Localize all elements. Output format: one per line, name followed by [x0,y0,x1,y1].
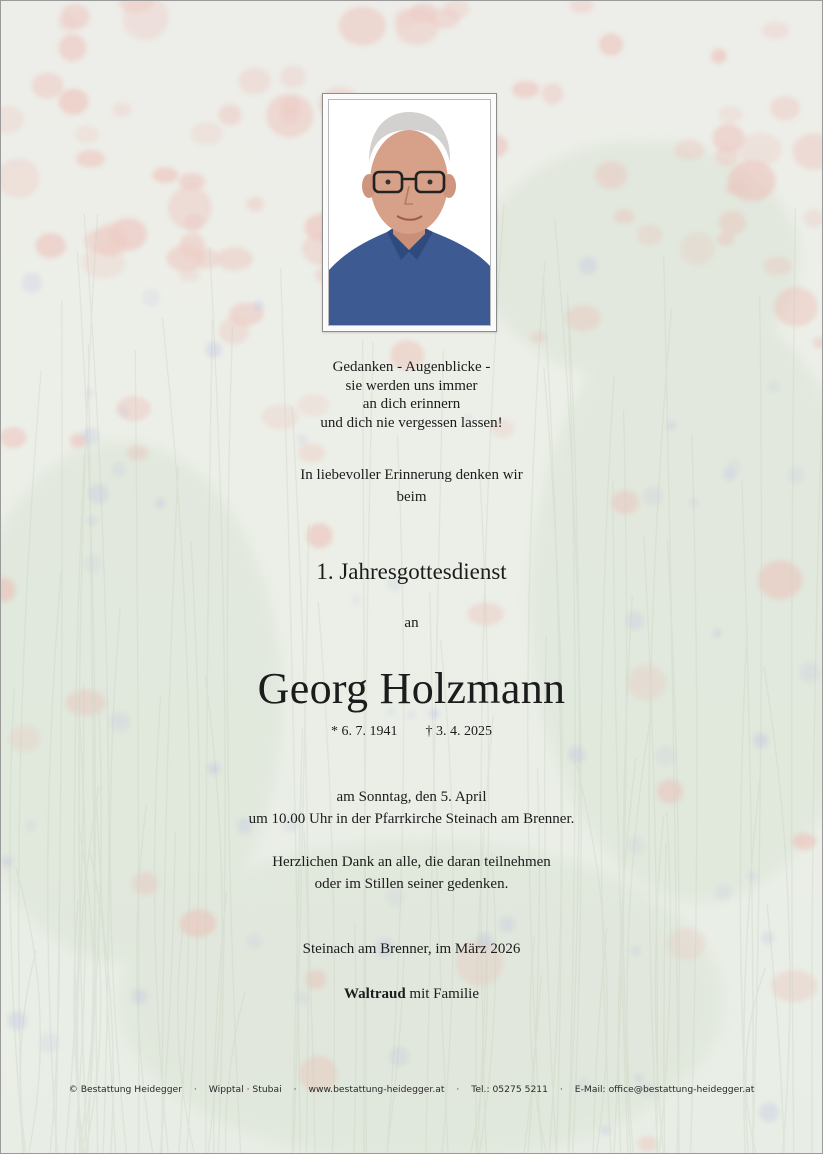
poem-line: Gedanken - Augenblicke - [332,359,491,375]
footer-region: Wipptal · Stubai [208,1084,282,1095]
service-details [1,787,822,830]
death-date: † 3. 4. 2025 [425,724,492,739]
deceased-name: Georg Holzmann [257,664,566,713]
poem-line: und dich nie vergessen lassen! [320,414,503,431]
thanks-note [1,852,822,895]
signature-suffix: mit Familie [405,986,480,1002]
footer-phone[interactable]: Tel.: 05275 5211 [471,1084,548,1095]
footer-separator: · [293,1084,297,1095]
footer-separator: · [559,1084,563,1095]
portrait-frame [322,93,497,332]
portrait-illustration [329,100,490,325]
footer-separator: · [456,1084,460,1095]
thanks-line: oder im Stillen seiner gedenken. [314,875,509,892]
service-title: 1. Jahresgottesdienst [316,559,507,584]
footer-website-link[interactable]: www.bestattung-heidegger.at [308,1084,445,1095]
signature [1,984,822,1004]
thanks-line: Herzlichen Dank an alle, die daran teilnehmen [272,854,551,870]
intro-line: beim [396,489,427,505]
place-and-date: Steinach am Brenner, im März 2026 [302,941,521,957]
undertaker-footer [1,1084,822,1095]
poem-line: sie werden uns immer [345,377,478,394]
footer-email-link[interactable]: E-Mail: office@bestattung-heidegger.at [574,1084,755,1095]
remembrance-intro [1,464,822,508]
connector-word: an [404,615,419,631]
poem-line: an dich erinnern [362,396,461,412]
signature-name: Waltraud [343,986,406,1002]
footer-separator: · [193,1084,197,1095]
birth-date: * 6. 7. 1941 [331,724,398,739]
portrait-photo [328,99,491,326]
life-dates [1,722,822,742]
service-location-line: um 10.00 Uhr in der Pfarrkirche Steinach am Brenner. [248,810,575,827]
memorial-poem [1,358,822,432]
service-date-line: am Sonntag, den 5. April [336,789,487,805]
intro-line: In liebevoller Erinnerung denken wir [300,467,523,483]
footer-copyright: © Bestattung Heidegger [68,1084,182,1095]
